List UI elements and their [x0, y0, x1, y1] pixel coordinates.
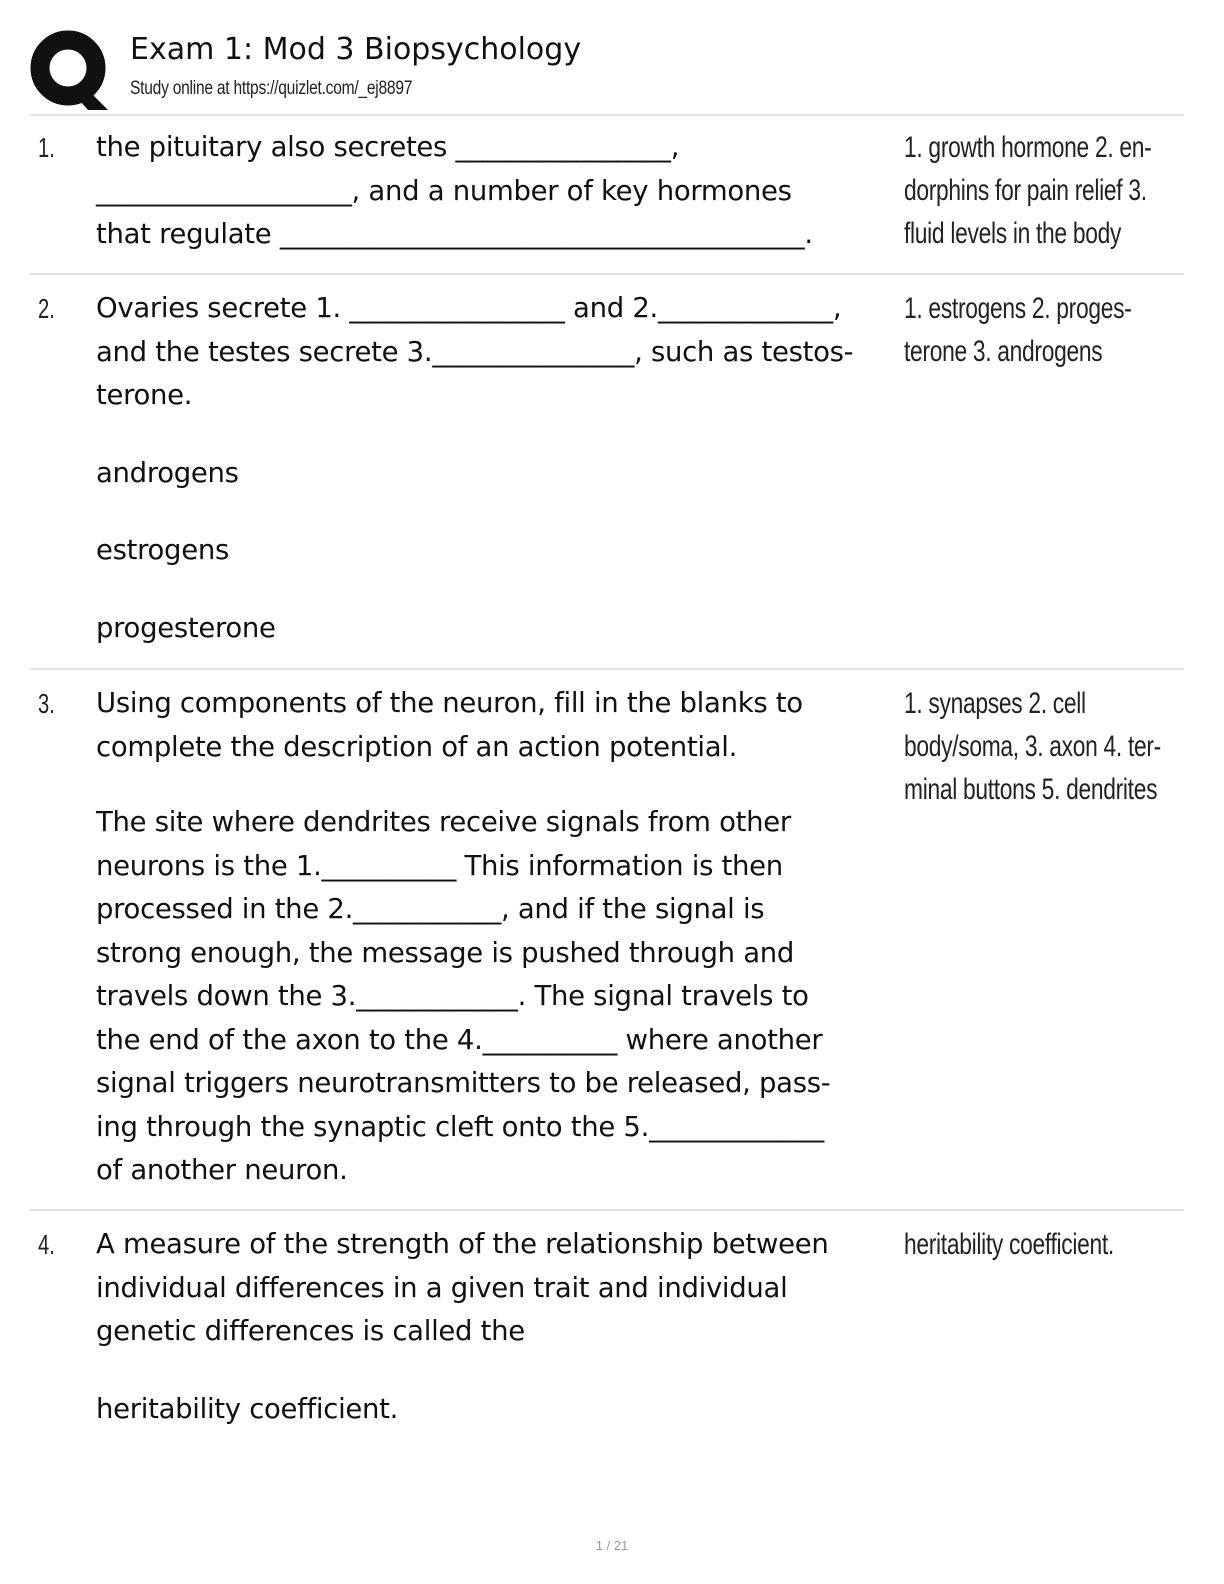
term-line: neurons is the 1.__________ This information is then: [96, 849, 783, 882]
card-term: [96, 287, 896, 650]
card-definition: [904, 1223, 1178, 1266]
quizlet-logo-icon: [30, 30, 110, 110]
term-line: travels down the 3.____________. The signal travels to: [96, 980, 809, 1012]
definition-line: fluid levels in the body: [904, 217, 1122, 250]
card-number: 1.: [38, 132, 55, 163]
card-term: [96, 1223, 896, 1431]
term-line: ___________________, and a number of key hormones: [96, 174, 792, 207]
definition-line: terone 3. androgens: [904, 335, 1103, 368]
divider: [30, 1209, 1184, 1211]
card-number: 3.: [38, 688, 55, 719]
term-line: of another neuron.: [96, 1154, 348, 1186]
term-line: androgens: [96, 456, 239, 489]
term-line: The site where dendrites receive signals from other: [96, 806, 791, 838]
card-definition: [904, 126, 1178, 255]
term-line: the pituitary also secretes ________________,: [96, 131, 680, 163]
term-line: A measure of the strength of the relationship between: [96, 1228, 829, 1260]
term-line: progesterone: [96, 611, 276, 644]
card-number: 2.: [38, 293, 55, 324]
page-header: [30, 30, 1190, 110]
term-line: the end of the axon to the 4.__________ where another: [96, 1023, 823, 1056]
divider: [30, 273, 1184, 275]
card-definition: [904, 682, 1178, 811]
definition-line: minal buttons 5. dendrites: [904, 773, 1158, 806]
divider: [30, 668, 1184, 670]
definition-line: 1. synapses 2. cell: [904, 687, 1086, 720]
definition-line: 1. estrogens 2. proges-: [904, 292, 1132, 325]
term-line: heritability coefficient.: [96, 1392, 399, 1425]
term-line: Using components of the neuron, fill in the blanks to: [96, 687, 803, 719]
card-term: [96, 682, 896, 1193]
term-line: strong enough, the message is pushed through and: [96, 936, 795, 969]
term-line: and the testes secrete 3._______________, such as testos-: [96, 335, 854, 368]
definition-line: 1. growth hormone 2. en-: [904, 131, 1152, 164]
card-definition: [904, 287, 1178, 373]
term-line: that regulate _______________________________________.: [96, 218, 813, 250]
term-line: genetic differences is called the: [96, 1315, 525, 1347]
study-link[interactable]: Study online at https://quizlet.com/_ej8897: [130, 78, 413, 99]
definition-line: heritability coefficient.: [904, 1228, 1114, 1261]
divider: [30, 114, 1184, 116]
term-line: individual differences in a given trait and individual: [96, 1271, 788, 1304]
term-line: ing through the synaptic cleft onto the 5._____________: [96, 1110, 824, 1143]
term-line: terone.: [96, 379, 193, 411]
page-number: 1 / 21: [595, 1538, 629, 1553]
term-line: complete the description of an action potential.: [96, 730, 738, 763]
term-line: estrogens: [96, 534, 229, 566]
definition-line: body/soma, 3. axon 4. ter-: [904, 730, 1161, 763]
term-line: signal triggers neurotransmitters to be released, pass-: [96, 1067, 831, 1099]
term-line: processed in the 2.___________, and if the signal is: [96, 893, 765, 925]
definition-line: dorphins for pain relief 3.: [904, 174, 1147, 207]
card-term: [96, 126, 896, 257]
term-line: Ovaries secrete 1. ________________ and 2._____________,: [96, 292, 842, 324]
card-number: 4.: [38, 1229, 55, 1260]
page-title: Exam 1: Mod 3 Biopsychology: [130, 32, 582, 67]
